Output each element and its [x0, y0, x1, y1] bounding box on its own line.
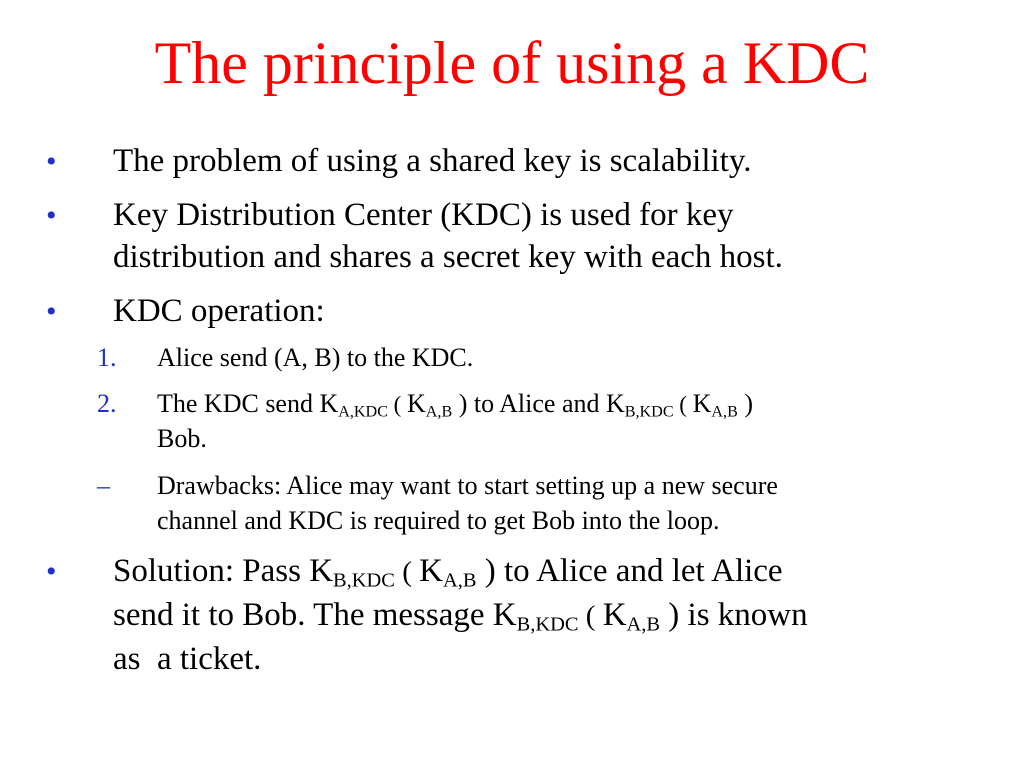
step-2-text: The KDC send K [157, 389, 339, 418]
drawback-line2: channel and KDC is required to get Bob into the loop. [157, 506, 720, 535]
solution-text: ( [578, 600, 603, 632]
subscript: A,B [626, 613, 661, 636]
dash-marker: – [97, 471, 110, 500]
subscript: B,KDC [624, 403, 674, 421]
solution-line3: as a ticket. [113, 641, 262, 677]
bullet-marker: • [46, 199, 57, 232]
step-2-text: K [692, 389, 712, 418]
bullet-text-kdc-line2: distribution and shares a secret key with each host. [113, 239, 783, 275]
subscript: A,KDC [338, 403, 388, 421]
subscript: A,B [442, 569, 477, 592]
step-number: 2. [97, 389, 117, 418]
solution-text: Solution: Pass K [113, 553, 334, 589]
step-2-text: ) [737, 389, 753, 418]
subscript: B,KDC [333, 569, 395, 592]
step-2-text: ( [673, 392, 693, 417]
solution-text: ) is known [660, 597, 808, 633]
solution-text: K [419, 553, 443, 589]
bullet-text-kdc-line1: Key Distribution Center (KDC) is used for key [113, 197, 734, 233]
step-2-text: ( [387, 392, 408, 417]
solution-text: K [602, 597, 627, 633]
subscript: A,B [425, 403, 453, 421]
step-2-line2: Bob. [157, 424, 207, 453]
solution-text: send it to Bob. The message K [113, 597, 517, 633]
solution-line1 [113, 550, 783, 594]
subscript: A,B [711, 403, 738, 421]
step-2-line1 [157, 386, 753, 422]
drawback-line1: Drawbacks: Alice may want to start setting up a new secure [157, 471, 778, 500]
bullet-text-kdc-operation: KDC operation: [113, 293, 325, 329]
step-2-text: K [407, 389, 426, 418]
bullet-marker: • [46, 555, 57, 588]
subscript: B,KDC [516, 613, 579, 636]
step-2-text: ) to Alice and K [452, 389, 625, 418]
solution-text: ( [394, 556, 420, 588]
bullet-text-scalability: The problem of using a shared key is scalability. [113, 143, 752, 179]
step-number: 1. [97, 343, 117, 372]
slide-title: The principle of using a KDC [154, 30, 870, 96]
solution-text: ) to Alice and let Alice [476, 553, 783, 589]
bullet-marker: • [46, 295, 57, 328]
solution-line2 [113, 594, 808, 638]
step-1-text: Alice send (A, B) to the KDC. [157, 343, 474, 372]
bullet-marker: • [46, 145, 57, 178]
